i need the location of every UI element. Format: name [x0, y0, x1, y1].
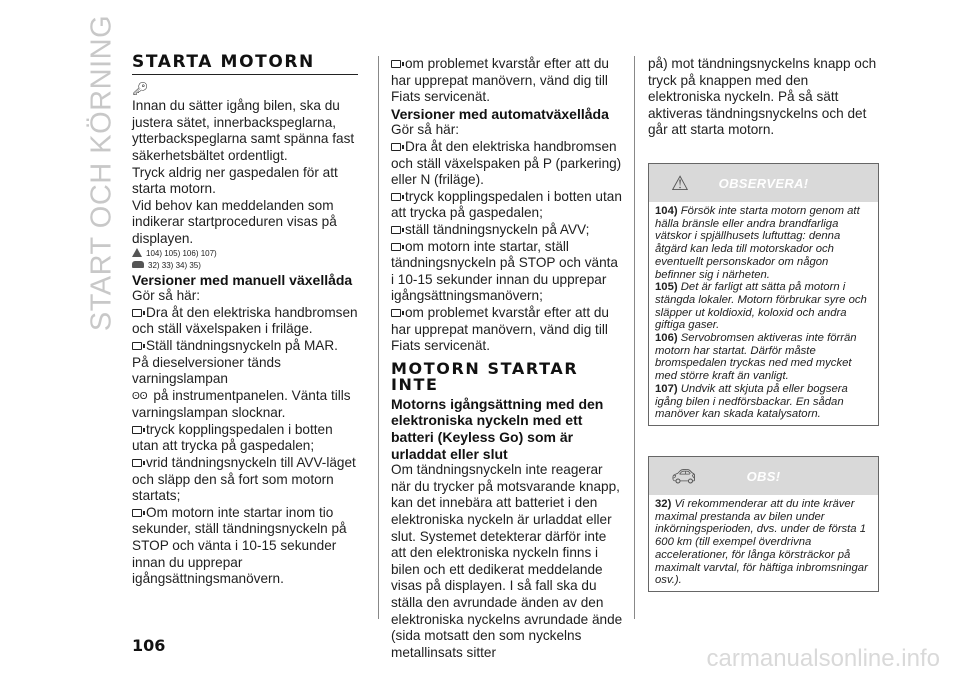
note-box-header — [649, 457, 878, 495]
warning-box-title: OBSERVERA! — [718, 176, 809, 191]
note-refs: 32) 33) 34) 35) — [132, 260, 358, 272]
bullet-icon — [391, 60, 401, 68]
heading-start-engine: STARTA MOTORN — [132, 54, 358, 75]
note-box — [648, 456, 879, 592]
paragraph: Tryck aldrig ner gaspedalen för att starta motorn. — [132, 164, 338, 197]
warning-triangle-icon: ⚠︎ — [671, 173, 689, 195]
list-item: Om motorn inte startar inom tio sekunder, ställ tändningsnyckeln på STOP och vänta i 10-15 sekunder innan du upprepar igångsättningsmanövern. — [132, 504, 347, 587]
list-item: om problemet kvarstår efter att du har upprepat manövern, vänd dig till Fiats servicenät. — [391, 56, 609, 105]
paragraph: Om tändningsnyckeln inte reagerar när du trycker på motsvarande knapp, kan det innebära att batteriet i den elektroniska nyckeln är urladdat eller slut. Systemet detekterar därför inte att den elektroniska nyckeln finns i bilen och ett dedikerat meddelande visas på displayen. I så fall ska du ställa den avrundade änden av den elektroniska nyckelns avrundade ände (sida motsatt den som nyckelns metallinsats sitter — [391, 462, 623, 660]
warning-item: 105) Det är farligt att sätta på motorn i stängda lokaler. Motorn förbrukar syre och släpper ut koldioxid, koloxid och andra giftiga gaser. — [655, 281, 867, 332]
bullet-icon — [391, 143, 401, 151]
column-2 — [391, 56, 623, 661]
list-item: om motorn inte startar, ställ tändningsnyckeln på STOP och vänta i 10-15 sekunder innan du upprepar igångsättningsmanövern; — [391, 238, 618, 304]
sub-heading-manual: Versioner med manuell växellåda — [132, 271, 353, 288]
warning-triangle-icon — [132, 248, 142, 257]
intro: Gör så här: — [132, 288, 200, 304]
list-item: Ställ tändningsnyckeln på MAR. På dieselversioner tänds varningslampan ʘʘ på instrumentpanelen. Vänta tills varningslampan slocknar. — [132, 337, 351, 421]
intro: Gör så här: — [391, 122, 459, 138]
sub-heading-automatic: Versioner med automatväxellåda — [391, 105, 609, 122]
list-item: ställ tändningsnyckeln på AVV; — [391, 222, 623, 239]
paragraph: på) mot tändningsnyckelns knapp och tryck på knappen med den elektroniska nyckeln. På så sätt aktiveras tändningsnyckelns och det går att starta motorn. — [648, 56, 877, 138]
list-item: tryck kopplingspedalen i botten utan att trycka på gaspedalen; — [132, 421, 333, 454]
note-box-title: OBS! — [746, 469, 781, 484]
warning-box — [648, 163, 879, 426]
car-note-icon: 🚗︎ — [671, 466, 697, 488]
bullet-icon — [132, 309, 142, 317]
warning-item: 106) Servobromsen aktiveras inte förrän motorn har startat. Därför måste bromspedalen tryckas ned med mycket med större kraft än vanligt. — [655, 332, 857, 383]
car-note-icon — [132, 261, 144, 268]
list-item: tryck kopplingspedalen i botten utan att trycka på gaspedalen; — [391, 188, 622, 221]
column-1 — [132, 54, 358, 588]
sub-heading-keyless: Motorns igångsättning med den elektroniska nyckeln med ett batteri (Keyless Go) som är urladdat eller slut — [391, 395, 604, 462]
warning-item: 104) Försök inte starta motorn genom att hälla bränsle eller andra brandfarliga vätskor i spjällhusets luftuttag: denna åtgärd kan leda till motorskador och eventuellt personskador om någon befinner sig i närheten. — [655, 205, 860, 281]
list-item: Dra åt den elektriska handbromsen och ställ växelspaken i friläge. — [132, 304, 358, 337]
list-item: Dra åt den elektriska handbromsen och ställ växelspaken på P (parkering) eller N (friläge). — [391, 138, 622, 188]
column-divider — [634, 56, 635, 619]
paragraph: Innan du sätter igång bilen, ska du justera sätet, innerbackspeglarna, ytterbackspeglarna samt spänna fast säkerhetsbältet ordentligt. — [132, 98, 355, 163]
page-number: 106 — [132, 636, 166, 655]
watermark: carmanualsonline.info — [706, 645, 940, 672]
bullet-icon — [132, 509, 142, 517]
bullet-icon — [391, 243, 401, 251]
bullet-icon — [391, 309, 401, 317]
warning-box-body — [649, 202, 878, 425]
bullet-icon — [132, 342, 142, 350]
heading-engine-wont-start: MOTORN STARTAR INTE — [391, 358, 579, 395]
bullet-icon — [391, 226, 401, 234]
column-3 — [648, 56, 880, 139]
glow-plug-icon: ʘʘ — [132, 390, 148, 402]
note-item: 32) Vi rekommenderar att du inte kräver maximal prestanda av bilen under inkörningsperioden, dvs. under de första 1 600 km (till exempel överdrivna accelerationer, för långa körsträckor på maximalt varvtal, för häftiga inbromsningar osv.). — [655, 498, 868, 587]
warning-item: 107) Undvik att skjuta på eller bogsera igång bilen i nedförsbackar. En sådan manöver kan skada katalysatorn. — [655, 382, 848, 421]
paragraph: Vid behov kan meddelanden som indikerar startproceduren visas på displayen. — [132, 197, 337, 246]
warning-box-header — [649, 164, 878, 202]
column-divider — [378, 56, 379, 619]
bullet-icon — [391, 193, 401, 201]
list-item: vrid tändningsnyckeln till AVV-läget och släpp den så fort som motorn startats; — [132, 455, 356, 504]
key-fob-icon: 🔑︎ — [132, 80, 149, 96]
list-item: om problemet kvarstår efter att du har upprepat manövern, vänd dig till Fiats servicenät. — [391, 304, 609, 354]
bullet-icon — [132, 459, 142, 467]
bullet-icon — [132, 426, 142, 434]
warning-refs: 104) 105) 106) 107) — [132, 248, 358, 260]
side-section-title: START OCH KÖRNING — [85, 14, 118, 332]
note-box-body — [649, 495, 878, 591]
